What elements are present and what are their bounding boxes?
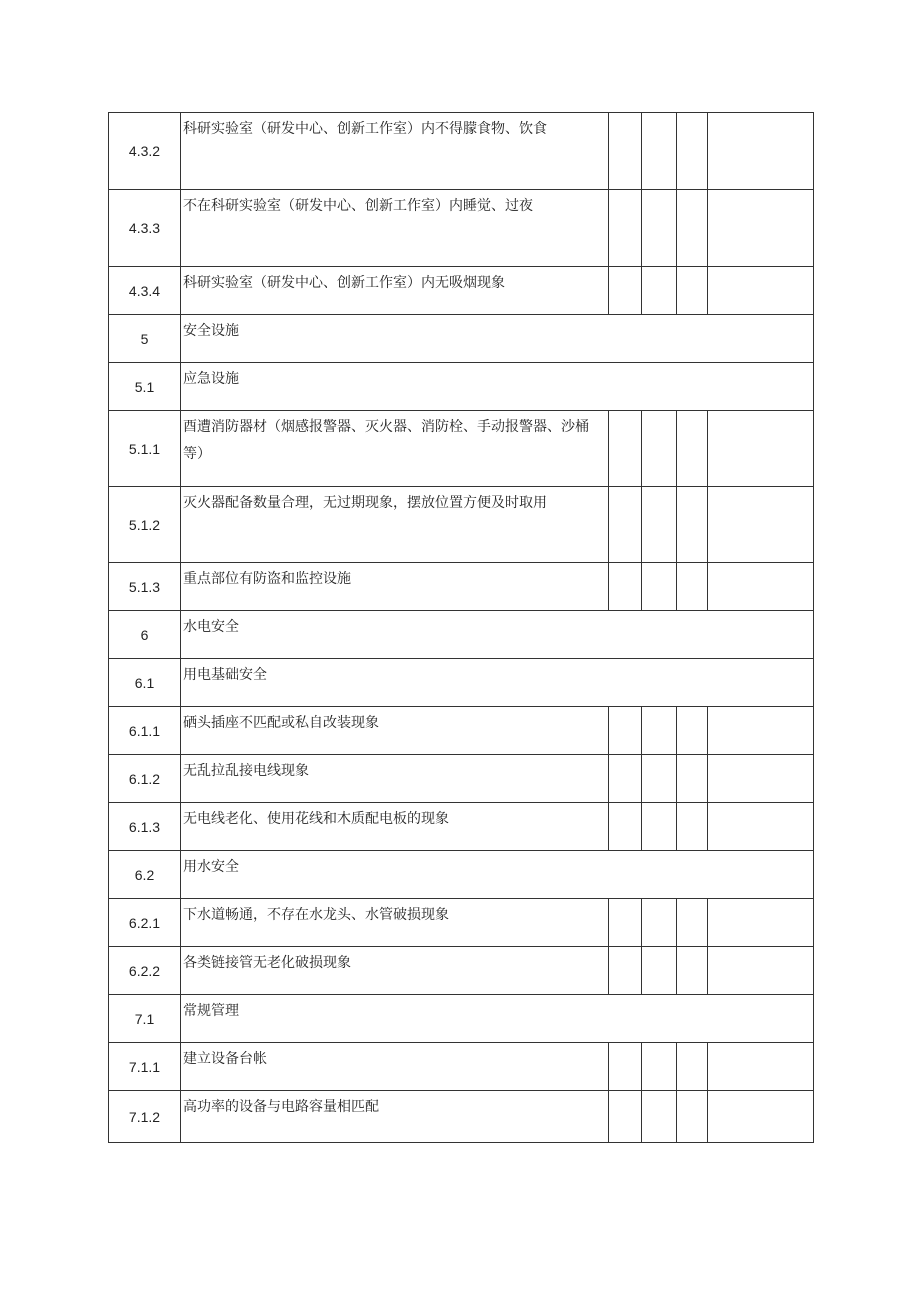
check-cell-3[interactable]	[677, 1043, 708, 1091]
check-cell-1[interactable]	[609, 947, 642, 995]
section-title: 用电基础安全	[181, 659, 814, 707]
check-cell-1[interactable]	[609, 1091, 642, 1143]
item-description: 无电线老化、使用花线和木质配电板的现象	[181, 803, 609, 851]
table-row	[109, 1091, 814, 1143]
check-cell-3[interactable]	[677, 947, 708, 995]
item-description: 酉遭消防器材（烟感报警器、灭火器、消防栓、手动报警器、沙桶等）	[181, 411, 609, 487]
section-row	[109, 363, 814, 411]
item-number: 5.1	[109, 363, 181, 411]
remarks-cell[interactable]	[708, 899, 814, 947]
check-cell-1[interactable]	[609, 267, 642, 315]
check-cell-3[interactable]	[677, 755, 708, 803]
remarks-cell[interactable]	[708, 411, 814, 487]
item-number: 7.1	[109, 995, 181, 1043]
item-number: 6.1.1	[109, 707, 181, 755]
item-number: 6.2.1	[109, 899, 181, 947]
check-cell-2[interactable]	[642, 803, 677, 851]
table-row	[109, 755, 814, 803]
section-title: 安全设施	[181, 315, 814, 363]
section-title: 应急设施	[181, 363, 814, 411]
item-number: 4.3.2	[109, 113, 181, 190]
item-number: 4.3.3	[109, 190, 181, 267]
check-cell-3[interactable]	[677, 707, 708, 755]
item-description: 不在科研实验室（研发中心、创新工作室）内睡觉、过夜	[181, 190, 609, 267]
check-cell-1[interactable]	[609, 803, 642, 851]
check-cell-3[interactable]	[677, 190, 708, 267]
check-cell-1[interactable]	[609, 411, 642, 487]
check-cell-3[interactable]	[677, 411, 708, 487]
item-number: 6.1.3	[109, 803, 181, 851]
check-cell-1[interactable]	[609, 1043, 642, 1091]
item-number: 5.1.3	[109, 563, 181, 611]
table-row	[109, 803, 814, 851]
section-title: 水电安全	[181, 611, 814, 659]
section-row	[109, 851, 814, 899]
check-cell-1[interactable]	[609, 707, 642, 755]
check-cell-2[interactable]	[642, 190, 677, 267]
remarks-cell[interactable]	[708, 947, 814, 995]
item-number: 4.3.4	[109, 267, 181, 315]
check-cell-1[interactable]	[609, 899, 642, 947]
check-cell-3[interactable]	[677, 563, 708, 611]
table-row	[109, 899, 814, 947]
item-description: 科研实验室（研发中心、创新工作室）内无吸烟现象	[181, 267, 609, 315]
item-description: 各类链接管无老化破损现象	[181, 947, 609, 995]
item-description: 建立设备台帐	[181, 1043, 609, 1091]
remarks-cell[interactable]	[708, 803, 814, 851]
check-cell-3[interactable]	[677, 267, 708, 315]
remarks-cell[interactable]	[708, 563, 814, 611]
table-row	[109, 411, 814, 487]
remarks-cell[interactable]	[708, 1043, 814, 1091]
check-cell-2[interactable]	[642, 947, 677, 995]
check-cell-3[interactable]	[677, 803, 708, 851]
check-cell-1[interactable]	[609, 487, 642, 563]
item-description: 高功率的设备与电路容量相匹配	[181, 1091, 609, 1143]
remarks-cell[interactable]	[708, 755, 814, 803]
remarks-cell[interactable]	[708, 190, 814, 267]
item-description: 科研实验室（研发中心、创新工作室）内不得朦食物、饮食	[181, 113, 609, 190]
remarks-cell[interactable]	[708, 113, 814, 190]
check-cell-2[interactable]	[642, 411, 677, 487]
table-row	[109, 1043, 814, 1091]
check-cell-2[interactable]	[642, 267, 677, 315]
check-cell-2[interactable]	[642, 113, 677, 190]
check-cell-2[interactable]	[642, 1091, 677, 1143]
check-cell-3[interactable]	[677, 1091, 708, 1143]
section-row	[109, 659, 814, 707]
section-title: 用水安全	[181, 851, 814, 899]
check-cell-3[interactable]	[677, 487, 708, 563]
check-cell-1[interactable]	[609, 563, 642, 611]
check-cell-2[interactable]	[642, 707, 677, 755]
check-cell-1[interactable]	[609, 190, 642, 267]
table-row	[109, 487, 814, 563]
item-description: 无乱拉乱接电线现象	[181, 755, 609, 803]
check-cell-2[interactable]	[642, 563, 677, 611]
table-row	[109, 707, 814, 755]
item-number: 5.1.1	[109, 411, 181, 487]
item-number: 5.1.2	[109, 487, 181, 563]
check-cell-2[interactable]	[642, 899, 677, 947]
item-number: 6.2.2	[109, 947, 181, 995]
section-row	[109, 611, 814, 659]
item-number: 6.2	[109, 851, 181, 899]
table-row	[109, 113, 814, 190]
check-cell-2[interactable]	[642, 487, 677, 563]
section-row	[109, 995, 814, 1043]
item-number: 5	[109, 315, 181, 363]
remarks-cell[interactable]	[708, 707, 814, 755]
checklist-body	[109, 113, 814, 1143]
item-number: 6.1.2	[109, 755, 181, 803]
check-cell-3[interactable]	[677, 113, 708, 190]
section-row	[109, 315, 814, 363]
item-description: 下水道畅通，不存在水龙头、水管破损现象	[181, 899, 609, 947]
check-cell-3[interactable]	[677, 899, 708, 947]
check-cell-1[interactable]	[609, 113, 642, 190]
item-description: 硒头插座不匹配或私自改装现象	[181, 707, 609, 755]
item-number: 7.1.2	[109, 1091, 181, 1143]
check-cell-2[interactable]	[642, 1043, 677, 1091]
check-cell-2[interactable]	[642, 755, 677, 803]
remarks-cell[interactable]	[708, 487, 814, 563]
item-description: 重点部位有防盗和监控设施	[181, 563, 609, 611]
remarks-cell[interactable]	[708, 1091, 814, 1143]
check-cell-1[interactable]	[609, 755, 642, 803]
table-row	[109, 267, 814, 315]
item-number: 7.1.1	[109, 1043, 181, 1091]
table-row	[109, 190, 814, 267]
table-row	[109, 563, 814, 611]
inspection-checklist-table	[108, 112, 814, 1143]
item-description: 灭火器配备数量合理，无过期现象，摆放位置方便及时取用	[181, 487, 609, 563]
section-title: 常规管理	[181, 995, 814, 1043]
item-number: 6	[109, 611, 181, 659]
item-number: 6.1	[109, 659, 181, 707]
table-row	[109, 947, 814, 995]
remarks-cell[interactable]	[708, 267, 814, 315]
